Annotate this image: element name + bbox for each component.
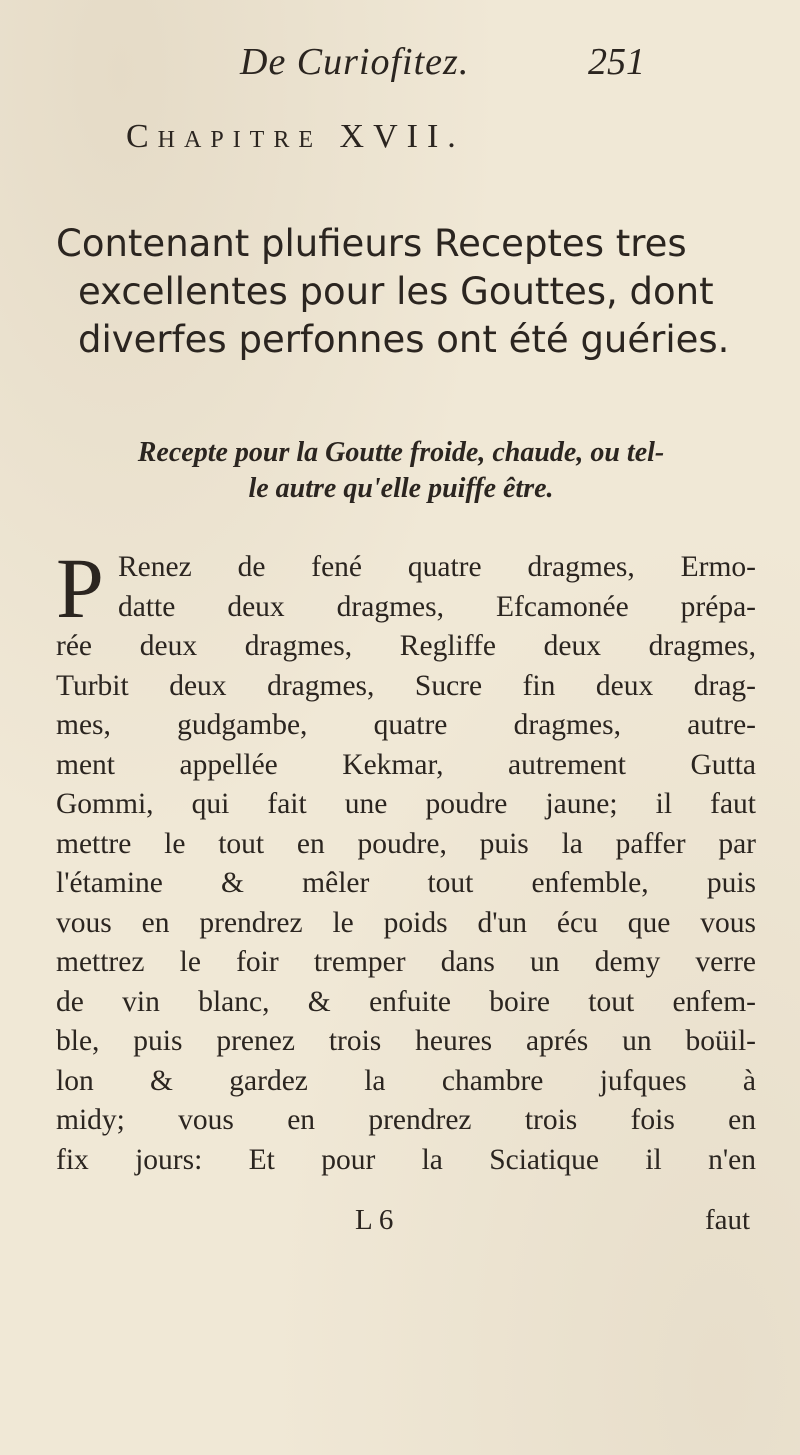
body-line: de vin blanc, & enfuite boire tout enfem- (56, 985, 756, 1018)
running-title: De Curiofitez. (240, 41, 470, 83)
body-line: Renez de fené quatre dragmes, Ermo- (118, 551, 756, 583)
body-line: Gommi, qui fait une poudre jaune; il faut (56, 788, 756, 820)
body-line: ble, puis prenez trois heures aprés un boüil- (56, 1025, 756, 1057)
drop-cap: P (56, 540, 104, 636)
recipe-title-line-2: le autre qu'elle puiffe être. (248, 473, 554, 504)
body-line: midy; vous en prendrez trois fois en (56, 1104, 756, 1136)
body-line: mettrez le foir tremper dans un demy verre (56, 946, 756, 978)
recipe-title (56, 435, 746, 507)
body-line: l'étamine & mêler tout enfemble, puis (56, 867, 756, 899)
body-line: vous en prendrez le poids d'un écu que vous (56, 906, 756, 939)
signature-mark: L 6 (355, 1204, 394, 1236)
recipe-body (56, 540, 756, 1180)
page-footer (0, 1204, 800, 1244)
chapter-heading: Chapitre XVII. (126, 118, 465, 155)
recipe-title-line-1: Recepte pour la Goutte froide, chaude, ou tel- (137, 437, 665, 468)
chapter-title: Contenant plufieurs Receptes tres excellentes pour les Gouttes, dont diverfes perfonnes ont été guéries. (56, 222, 730, 361)
body-line: mes, gudgambe, quatre dragmes, autre- (56, 709, 756, 741)
body-line: Turbit deux dragmes, Sucre fin deux drag- (56, 669, 756, 702)
body-line: mettre le tout en poudre, puis la paffer par (56, 827, 756, 860)
body-line: rée deux dragmes, Regliffe deux dragmes, (56, 630, 756, 662)
body-line: lon & gardez la chambre jufques à (56, 1064, 756, 1097)
body-line: ment appellée Kekmar, autrement Gutta (56, 748, 756, 781)
body-line: fix jours: Et pour la Sciatique il n'en (56, 1143, 756, 1176)
page-header (0, 40, 800, 100)
page-number: 251 (588, 41, 645, 83)
body-line: datte deux dragmes, Efcamonée prépa- (118, 590, 756, 623)
catchword: faut (705, 1204, 751, 1236)
